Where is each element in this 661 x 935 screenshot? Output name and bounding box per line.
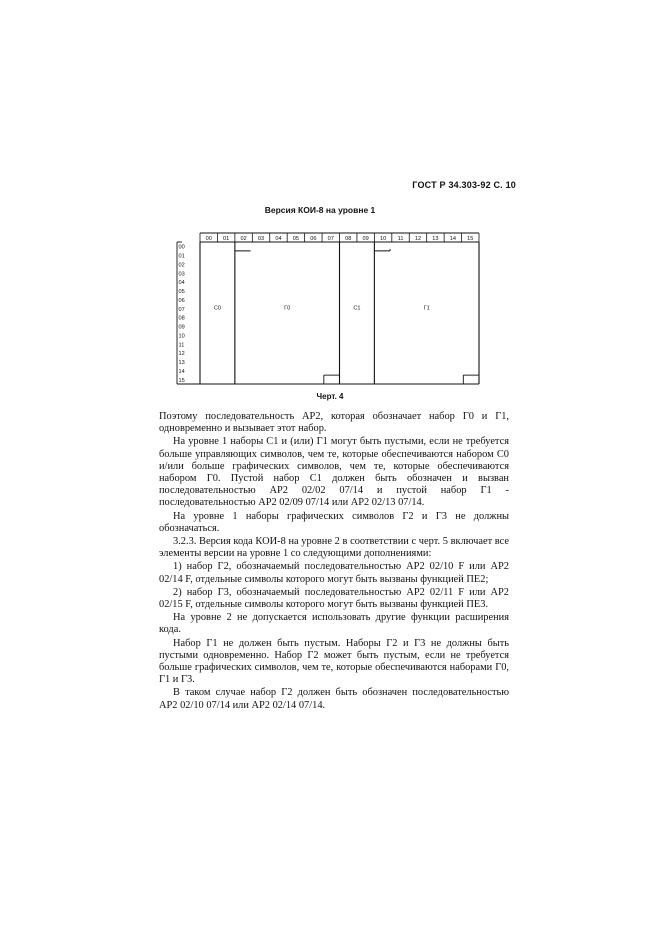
row-label: 04 bbox=[178, 280, 185, 287]
row-label: 12 bbox=[178, 351, 185, 358]
paragraph: 3.2.3. Версия кода КОИ-8 на уровне 2 в соответствии с черт. 5 включает все элементы версии на уровне 1 со следующими дополнениями: bbox=[159, 536, 509, 560]
paragraph: На уровне 1 наборы графических символов Г2 и Г3 не должны обозначаться. bbox=[159, 510, 509, 534]
column-label: 00 bbox=[205, 235, 212, 242]
column-label: 03 bbox=[257, 235, 265, 242]
region-label: Г1 bbox=[423, 305, 430, 312]
code-table-grid bbox=[177, 233, 479, 384]
row-label: 13 bbox=[178, 360, 185, 367]
region-label: С0 bbox=[213, 305, 222, 312]
paragraph: На уровне 2 не допускается использовать другие функции расширения кода. bbox=[159, 612, 509, 636]
paragraph: В таком случае набор Г2 должен быть обозначен последовательностью АР2 02/10 07/14 или АР2 02/14 07/14. bbox=[159, 687, 509, 711]
row-labels bbox=[179, 245, 185, 384]
paragraph: На уровне 1 наборы С1 и (или) Г1 могут быть пустыми, если не требуется больше управляющих символов, чем те, которые обеспечиваются набором С0 и/или больше графических символов, чем те, которые обеспечиваются набором Г0. Пустой набор С1 должен быть обозначен и вызван последовательностью АР2 02/02 07/14 и пустой набор Г1 - последовательностью АР2 02/09 07/14 или АР2 02/13 07/14. bbox=[159, 436, 509, 509]
row-label: 14 bbox=[178, 368, 185, 375]
row-label: 11 bbox=[178, 342, 185, 349]
column-label: 04 bbox=[275, 235, 282, 242]
list-item: 2) набор Г3, обозначаемый последовательностью АР2 02/11 F или АР2 02/15 F, отдельные символы которого могут быть вызваны функцией ПЕ3. bbox=[159, 586, 509, 611]
figure-caption: Черт. 4 bbox=[316, 392, 344, 401]
row-label: 15 bbox=[178, 377, 185, 384]
page-header: ГОСТ Р 34.303-92 С. 10 bbox=[412, 180, 516, 190]
column-label: 13 bbox=[432, 235, 439, 242]
region-labels bbox=[214, 305, 430, 311]
column-label: 02 bbox=[240, 235, 247, 242]
row-label: 03 bbox=[178, 271, 185, 278]
list-item: 1) набор Г2, обозначаемый последовательностью АР2 02/10 F или АР2 02/14 F, отдельные символы которого могут быть вызваны функцией ПЕ2; bbox=[159, 561, 509, 585]
column-label: 15 bbox=[467, 235, 474, 242]
row-label: 08 bbox=[178, 315, 185, 322]
row-label: 02 bbox=[178, 262, 185, 269]
column-label: 12 bbox=[414, 235, 422, 242]
column-label: 09 bbox=[362, 235, 369, 242]
column-label: 11 bbox=[397, 235, 404, 242]
row-label: 05 bbox=[178, 289, 185, 296]
region-label: Г0 bbox=[284, 305, 291, 312]
row-label: 10 bbox=[178, 333, 185, 340]
figure-title: Версия КОИ-8 на уровне 1 bbox=[264, 205, 376, 215]
column-label: 06 bbox=[310, 235, 317, 242]
row-label: 07 bbox=[178, 306, 185, 313]
region-label: С1 bbox=[353, 305, 361, 312]
column-label: 01 bbox=[223, 235, 230, 242]
row-label: 06 bbox=[178, 297, 185, 304]
column-label: 05 bbox=[292, 235, 300, 242]
row-label: 00 bbox=[178, 244, 185, 251]
column-label: 10 bbox=[379, 235, 387, 242]
body-text bbox=[159, 411, 509, 713]
column-label: 07 bbox=[327, 235, 334, 242]
paragraph: Поэтому последовательность АР2, которая обозначает набор Г0 и Г1, одновременно и вызывает этот набор. bbox=[159, 411, 509, 435]
row-label: 09 bbox=[178, 324, 185, 331]
column-label: 14 bbox=[449, 235, 456, 242]
column-label: 08 bbox=[345, 235, 352, 242]
paragraph: Набор Г1 не должен быть пустым. Наборы Г2 и Г3 не должны быть пустыми одновременно. Набор Г2 может быть пустым, если не требуется больше графических символов, чем те, которые обеспечиваются наборами Г0, Г1 и Г3. bbox=[159, 637, 509, 686]
row-label: 01 bbox=[178, 253, 185, 260]
